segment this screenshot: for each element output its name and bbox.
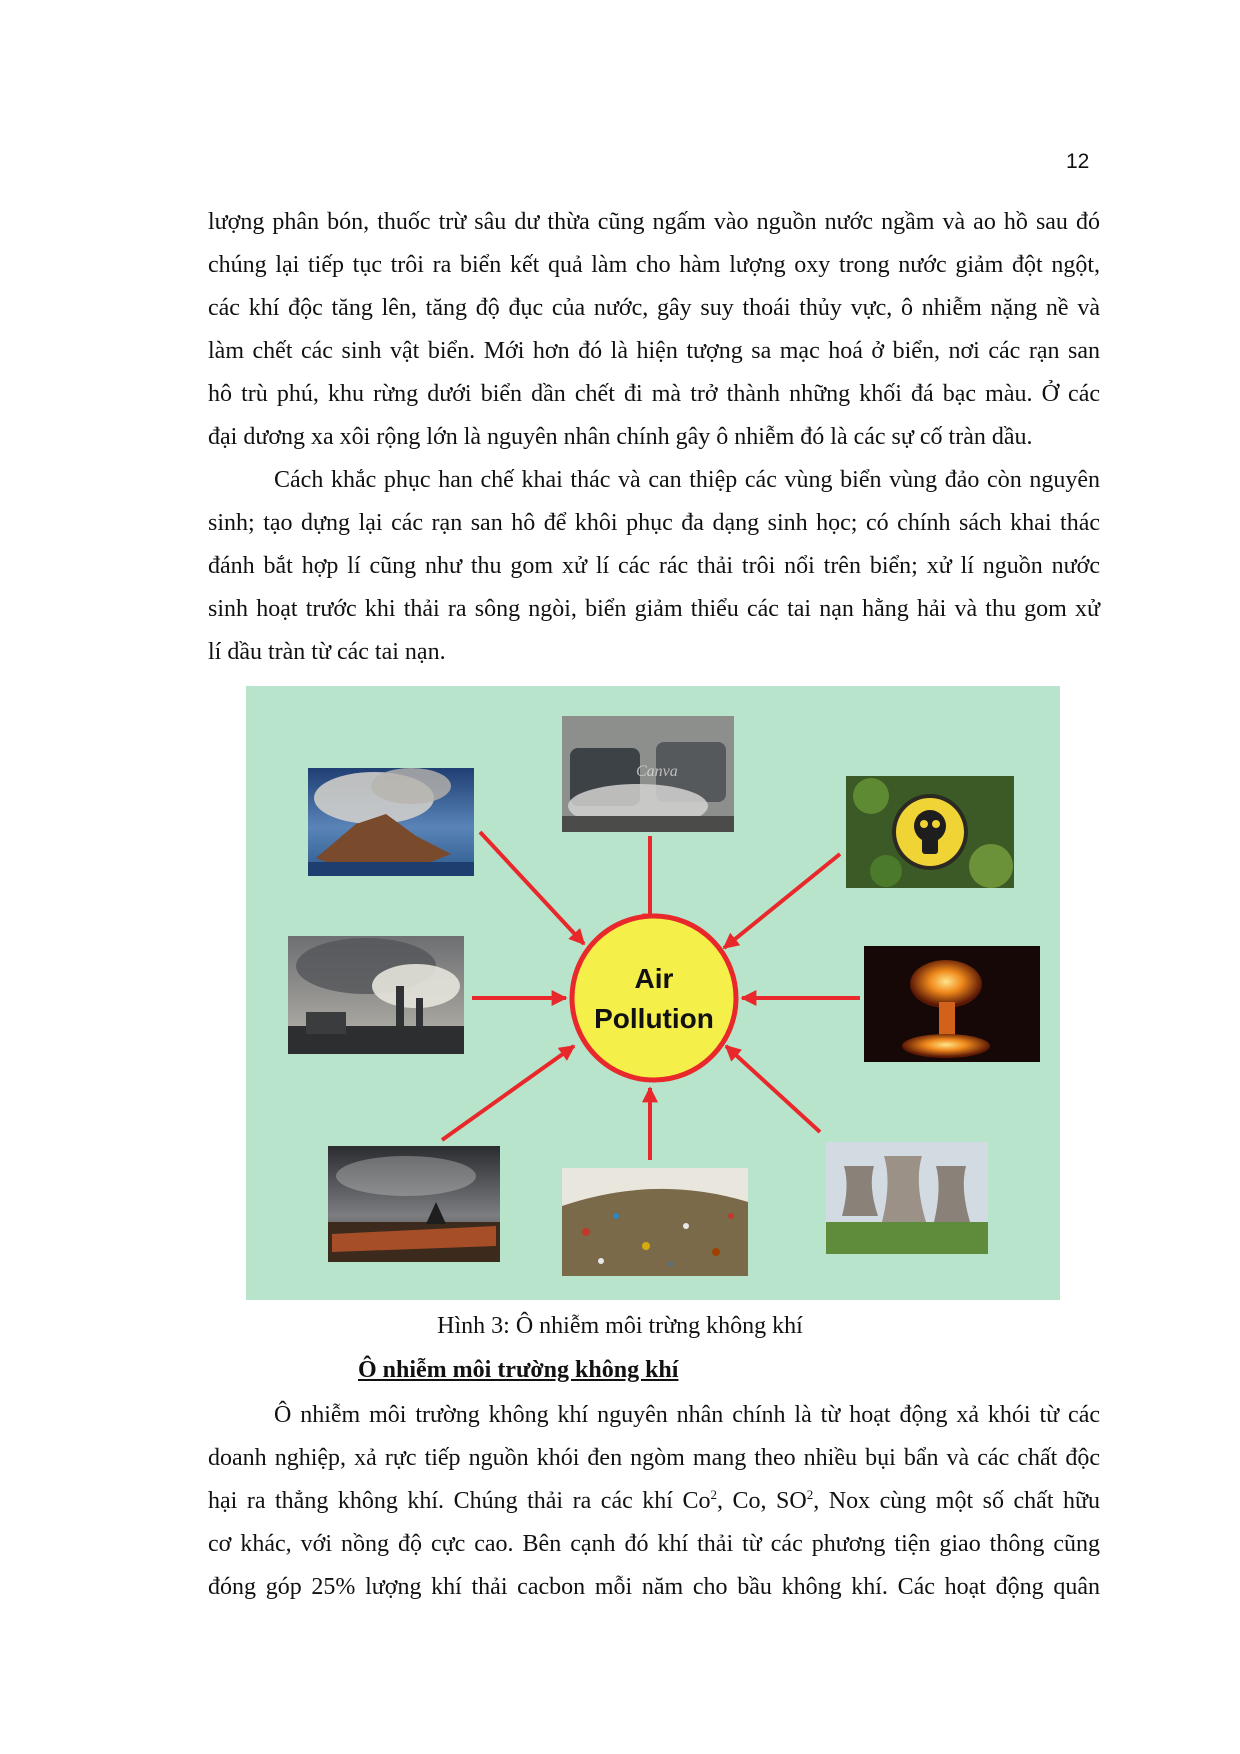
text-line: đại dương xa xôi rộng lớn là nguyên nhân chính gây ô nhiễm đó là các sự cố tràn dầu. [208, 424, 1033, 450]
text-line: hô trù phú, khu rừng dưới biển dần chết đi mà trở thành những khối đá bạc màu. Ở các [208, 381, 1100, 407]
text-line: Cách khắc phục han chế khai thác và can thiệp các vùng biển vùng đảo còn nguyên [274, 467, 1100, 493]
canva-watermark: Canva [636, 763, 678, 780]
text-segment: , Co, SO [716, 1488, 807, 1514]
figure-caption: Hình 3: Ô nhiễm môi trừng không khí [437, 1313, 803, 1339]
volcano-thumbnail [308, 768, 474, 876]
text-segment: , Nox cùng một số chất hữu [813, 1488, 1101, 1514]
center-label-line1: Air [634, 963, 674, 994]
explosion-thumbnail [864, 946, 1040, 1062]
text-line: Ô nhiễm môi trường không khí nguyên nhân chính là từ hoạt động xả khói từ các [274, 1402, 1100, 1428]
gas-mask-sign-thumbnail [846, 776, 1014, 888]
text-line: sinh; tạo dựng lại các rạn san hô để khôi phục đa dạng sinh học; có chính sách khai thác [208, 510, 1100, 536]
text-line: chúng lại tiếp tục trôi ra biển kết quả làm cho hàm lượng oxy trong nước giảm đột ngột, [208, 252, 1100, 278]
factory-smoke-thumbnail [288, 936, 464, 1054]
text-line: doanh nghiệp, xả rực tiếp nguồn khói đen ngòm mang theo nhiều bụi bẩn và các chất độc [208, 1445, 1100, 1471]
garbage-dump-thumbnail [562, 1168, 748, 1276]
section-heading: Ô nhiễm môi trường không khí [358, 1357, 679, 1383]
superscript: 2 [710, 1487, 717, 1502]
arrow [442, 1046, 574, 1140]
page-number: 12 [1066, 150, 1090, 173]
text-line: làm chết các sinh vật biển. Mới hơn đó là hiện tượng sa mạc hoá ở biển, nơi các rạn san [208, 338, 1100, 364]
text-line: cơ khác, với nồng độ cực cao. Bên cạnh đó khí thải từ các phương tiện giao thông cũng [208, 1531, 1100, 1557]
paragraph-solutions [208, 459, 1100, 674]
center-label-line2: Pollution [594, 1003, 714, 1034]
paragraph-marine-pollution [208, 201, 1100, 459]
arrow [480, 832, 584, 944]
superscript: 2 [806, 1487, 814, 1502]
text-line: sinh hoạt trước khi thải ra sông ngòi, biển giảm thiểu các tai nạn hằng hải và thu gom xử [208, 596, 1100, 622]
text-line-with-formulas [208, 1480, 1100, 1523]
arrow [726, 1046, 820, 1132]
cooling-towers-thumbnail [826, 1142, 988, 1254]
text-segment: hại ra thẳng không khí. Chúng thải ra các khí Co [208, 1488, 711, 1514]
paragraph-air-pollution [208, 1394, 1100, 1609]
air-pollution-center-circle [572, 916, 736, 1080]
figure-diagram [246, 686, 1060, 1300]
text-line: đóng góp 25% lượng khí thải cacbon mỗi năm cho bầu không khí. Các hoạt động quân [208, 1574, 1100, 1600]
text-line: lượng phân bón, thuốc trừ sâu dư thừa cũng ngấm vào nguồn nước ngầm và ao hồ sau đó [208, 209, 1100, 235]
traffic-exhaust-thumbnail [562, 716, 734, 832]
text-line: các khí độc tăng lên, tăng độ đục của nước, gây suy thoái thủy vực, ô nhiễm nặng nề và [208, 295, 1100, 321]
air-pollution-figure [246, 686, 1060, 1300]
burned-landscape-thumbnail [328, 1146, 500, 1262]
text-line: đánh bắt hợp lí cũng như thu gom xử lí các rác thải trôi nổi trên biển; xử lí nguồn nước [208, 553, 1100, 579]
text-line: lí dầu tràn từ các tai nạn. [208, 639, 446, 665]
arrow [724, 854, 840, 948]
